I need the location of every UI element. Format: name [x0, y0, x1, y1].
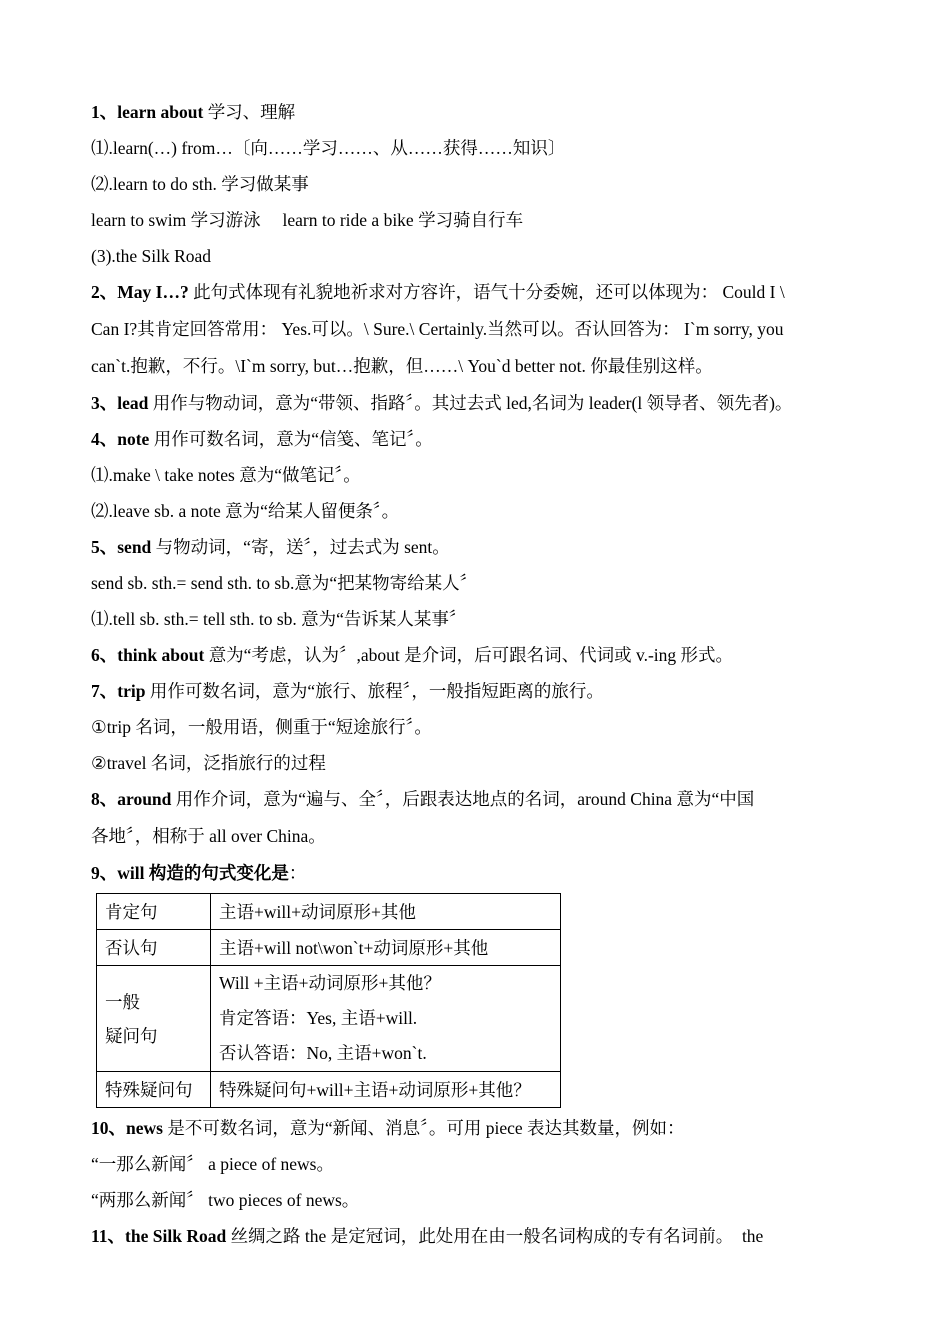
keyword: learn about [117, 102, 204, 122]
table-row [97, 930, 561, 966]
keyword: think about [117, 645, 205, 665]
text-line: Can I?其肯定回答常用： Yes.可以。\ Sure.\ Certainly.当然可以。否认回答为： I`m sorry, you [91, 319, 784, 339]
keyword: the Silk Road [125, 1226, 227, 1246]
table-cell-content: 主语+will not\won`t+动词原形+其他 [211, 930, 561, 966]
text-line: (3).the Silk Road [91, 246, 212, 266]
item-3-heading: 3、lead 用作与物动词，意为“带领、指路〞。其过去式 led,名词为 leader(l 领导者、领先者)。 [91, 393, 793, 413]
item-7-heading: 7、trip 用作可数名词，意为“旅行、旅程〞，一般指短距离的旅行。 [91, 681, 604, 701]
text-line: “一那么新闻〞 a piece of news。 [91, 1154, 334, 1174]
table-row [97, 1072, 561, 1108]
will-sentence-table [96, 893, 561, 1108]
keyword: around [117, 789, 172, 809]
keyword: send [117, 537, 152, 557]
table-cell-content: 特殊疑问句+will+主语+动词原形+其他？ [211, 1072, 561, 1108]
keyword: news [126, 1118, 163, 1138]
table-cell-content: 主语+will+动词原形+其他 [211, 894, 561, 930]
keyword: will 构造的句式变化是 [117, 863, 289, 883]
item-2-heading: 2、May I…? 此句式体现有礼貌地祈求对方容许，语气十分委婉，还可以体现为： Could I \ [91, 282, 785, 302]
item-9-heading: 9、will 构造的句式变化是： [91, 863, 307, 883]
text-line: send sb. sth.= send sth. to sb.意为“把某物寄给某人〞 [91, 573, 478, 593]
item-10-heading: 10、news 是不可数名词，意为“新闻、消息〞。可用 piece 表达其数量，例如： [91, 1118, 685, 1138]
item-1-heading: 1、learn about 学习、理解 [91, 102, 296, 122]
table-cell-label: 肯定句 [97, 894, 211, 930]
table-row [97, 894, 561, 930]
text-line: “两那么新闻〞 two pieces of news。 [91, 1190, 360, 1210]
item-4-heading: 4、note 用作可数名词，意为“信笺、笔记〞。 [91, 429, 433, 449]
text-line: ⑴.tell sb. sth.= tell sth. to sb. 意为“告诉某人某事〞 [91, 609, 467, 629]
keyword: trip [117, 681, 146, 701]
keyword: note [117, 429, 150, 449]
item-11-heading: 11、the Silk Road 丝绸之路 the 是定冠词，此处用在由一般名词构成的专有名词前。 the [91, 1226, 764, 1246]
keyword: lead [117, 393, 149, 413]
table-cell-label: 一般 疑问句 [97, 966, 211, 1072]
table-cell-label: 特殊疑问句 [97, 1072, 211, 1108]
item-6-heading: 6、think about 意为“考虑，认为〞,about 是介词，后可跟名词、代词或 v.-ing 形式。 [91, 645, 734, 665]
item-8-heading: 8、around 用作介词，意为“遍与、全〞，后跟表达地点的名词，around China 意为“中国 [91, 789, 755, 809]
text-line: 各地〞，相称于 all over China。 [91, 826, 326, 846]
text-line: can`t.抱歉，不行。\I`m sorry, but…抱歉，但……\ You`d better not. 你最佳别这样。 [91, 356, 713, 376]
keyword: May I…? [117, 282, 189, 302]
text-line: ②travel 名词，泛指旅行的过程 [91, 753, 326, 773]
text-line: ⑵.leave sb. a note 意为“给某人留便条〞。 [91, 501, 400, 521]
text-line: ⑴.learn(…) from…〔向……学习……、从……获得……知识〕 [91, 138, 566, 158]
text-line: ①trip 名词，一般用语，侧重于“短途旅行〞。 [91, 717, 432, 737]
item-5-heading: 5、send 与物动词，“寄，送〞，过去式为 sent。 [91, 537, 450, 557]
table-cell-content: Will +主语+动词原形+其他？ 肯定答语：Yes, 主语+will. 否认答语：No, 主语+won`t. [211, 966, 561, 1072]
text-line: ⑵.learn to do sth. 学习做某事 [91, 174, 309, 194]
text-line: learn to swim 学习游泳 learn to ride a bike 学习骑自行车 [91, 210, 524, 230]
table-row [97, 966, 561, 1072]
document-page [91, 94, 871, 1254]
text-line: ⑴.make \ take notes 意为“做笔记〞。 [91, 465, 361, 485]
table-cell-label: 否认句 [97, 930, 211, 966]
